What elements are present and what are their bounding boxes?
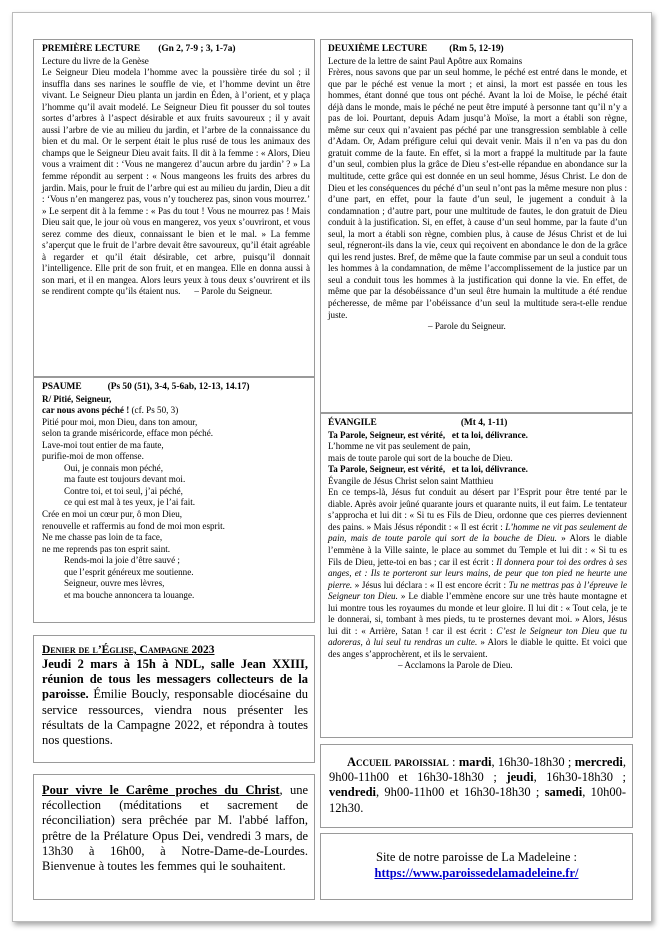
psalm-title: PSAUME <box>42 382 82 392</box>
psalm-line: Ne me chasse pas loin de ta face, <box>42 532 163 543</box>
denier-title: Denier de l’Église, Campagne 2023 <box>42 644 215 656</box>
second-reading-box <box>320 39 633 413</box>
first-reading-title: PREMIÈRE LECTURE <box>42 44 141 54</box>
careme-text: , une récollection (méditations et sacrement de réconciliation) sera prêchée par M. l'abbé laffon, prêtre de la Prélature Opus Dei, vendredi 3 mars, de 13h30 à 16h00, à Notre-Dame-de-Lourdes. Bienvenue à toutes les femmes qui le souhaitent. <box>42 783 308 874</box>
gospel-verse: mais de toute parole qui sort de la bouche de Dieu. <box>328 452 513 463</box>
careme-title: Pour vivre le Carême proches du Christ <box>42 783 280 797</box>
denier-text: Jeudi 2 mars à 15h à NDL, salle Jean XXIII, réunion de tous les messagers collecteurs de la paroisse. Émilie Boucly, responsable diocésaine du service ressources, viendra nous présenter les résultats de la Campagne 2022, et répondra à toutes nos questions. <box>42 657 308 748</box>
gospel-closing: – Acclamons la Parole de Dieu. <box>398 660 513 671</box>
site-box <box>320 833 633 900</box>
accueil-label: Accueil paroissial <box>347 755 449 769</box>
denier-box <box>33 635 315 763</box>
second-reading-source: Lecture de la lettre de saint Paul Apôtre aux Romains <box>328 55 523 66</box>
first-reading-ref: (Gn 2, 7-9 ; 3, 1-7a) <box>158 44 236 54</box>
psalm-line: que l’esprit généreux me soutienne. <box>64 566 194 577</box>
psalm-line: Crée en moi un cœur pur, ô mon Dieu, <box>42 509 183 520</box>
psalm-line: renouvelle et raffermis au fond de moi mon esprit. <box>42 520 225 531</box>
first-reading-text: Le Seigneur Dieu modela l’homme avec la poussière tirée du sol ; il insuffla dans ses narines le souffle de vie, et l’homme devint un être vivant. Le Seigneur Dieu planta un jardin en Éden, à l’orient, et y plaça l’homme qu’il avait modelé. Le Seigneur Dieu fit pousser du sol toutes sortes d’arbres à l’aspect désirable et aux fruits savoureux ; il y avait aussi l’arbre de vie au milieu du jardin, et l’arbre de la connaissance du bien et du mal. Or le serpent était le plus rusé de tous les animaux des champs que le Seigneur Dieu avait faits. Il dit à la femme : « Alors, Dieu vous a vraiment dit : ‘Vous ne mangerez d’aucun arbre du jardin’ ? » La femme répondit au serpent : « Nous mangeons les fruits des arbres du jardin. Mais, pour le fruit de l’arbre qui est au milieu du jardin, Dieu a dit : ‘Vous n’en mangerez pas, vous n’y toucherez pas, sinon vous mourrez.’ » Le serpent dit à la femme : « Pas du tout ! Vous ne mourrez pas ! Mais Dieu sait que, le jour où vous en mangerez, vos yeux s’ouvriront, et vous serez comme des dieux, connaissant le bien et le mal. » La femme s’aperçut que le fruit de l’arbre devait être savoureux, qu’il était agréable à regarder et qu’il était désirable, cet arbre, puisqu’il donnait l’intelligence. Elle prit de son fruit, et en mangea. Elle en donna aussi à son mari, et il en mangea. Alors leurs yeux à tous deux s’ouvrirent et ils se rendirent compte qu’ils étaient nus. – Parole du Seigneur. <box>42 67 310 297</box>
second-reading-text: Frères, nous savons que par un seul homme, le péché est entré dans le monde, et que par le péché est venue la mort ; et ainsi, la mort est passée en tous les hommes, étant donné que tous ont péché. Avant la loi de Moïse, le péché était déjà dans le monde, mais le péché ne peut être imputé à personne tant qu’il n’y a pas de loi. Pourtant, depuis Adam jusqu’à Moïse, la mort a établi son règne, même sur ceux qui n’avaient pas péché par une transgression semblable à celle d’Adam. Or, Adam préfigure celui qui devait venir. Mais il n’en va pas du don gratuit comme de la faute. En effet, si la mort a frappé la multitude par la faute d’un seul, combien plus la grâce de Dieu s’est-elle répandue en abondance sur la multitude, cette grâce qui est donnée en un seul homme, Jésus Christ. Le don de Dieu et les conséquences du péché d’un seul n’ont pas la même mesure non plus : d’une part, en effet, pour la faute d’un seul, le jugement a conduit à la condamnation ; d’autre part, pour une multitude de fautes, le don gratuit de Dieu conduit à la justification. Si, en effet, à cause d’un seul homme, par la faute d’un seul, la mort a établi son règne, combien plus, à cause de Jésus Christ et de lui seul, régneront-ils dans la vie, ceux qui reçoivent en abondance le don de la grâce qui les rend justes. Bref, de même que la faute commise par un seul a conduit tous les hommes à la condamnation, de même l’accomplissement de la justice par un seul a conduit tous les hommes à la justification qui donne la vie. En effet, de même que par la désobéissance d’un seul être humain la multitude a été rendue pécheresse, de même par l’obéissance d’un seul la multitude sera-t-elle rendue juste. <box>328 67 628 320</box>
psalm-line: ne me reprends pas ton esprit saint. <box>42 543 171 554</box>
psalm-line: Contre toi, et toi seul, j’ai péché, <box>64 485 183 496</box>
psalm-refrain-ref: (cf. Ps 50, 3) <box>131 405 179 416</box>
careme-box <box>33 774 315 900</box>
second-reading-closing: – Parole du Seigneur. <box>428 321 506 332</box>
psalm-box <box>33 377 315 623</box>
bulletin-page <box>12 12 652 922</box>
gospel-ref: (Mt 4, 1-11) <box>460 418 508 428</box>
gospel-text: En ce temps-là, Jésus fut conduit au désert par l’Esprit pour être tenté par le diable. Après avoir jeûné quarante jours et quarante nuits, il eut faim. Le tentateur s’approcha et lui dit : « Si tu es Fils de Dieu, ordonne que ces pierres deviennent des pains. » Mais Jésus répondit : « Il est écrit : L’homme ne vit pas seulement de pain, mais de toute parole qui sort de la bouche de Dieu. » Alors le diable l’emmène à la Ville sainte, le place au sommet du Temple et lui dit : « Si tu es Fils de Dieu, jette-toi en bas ; car il est écrit : Il donnera pour toi des ordres à ses anges, et : Ils te porteront sur leurs mains, de peur que ton pied ne heurte une pierre. » Jésus lui déclara : « Il est encore écrit : Tu ne mettras pas à l’épreuve le Seigneur ton Dieu. » Le diable l’emmène encore sur une très haute montagne et lui montre tous les royaumes du monde et leur gloire. Il lui dit : « Tout cela, je te le donnerai, si, tombant à mes pieds, tu te prosternes devant moi. » Alors, Jésus lui dit : « Arrière, Satan ! car il est écrit : C’est le Seigneur ton Dieu que tu adoreras, à lui seul tu rendras un culte. » Alors le diable le quitte. Et voici que des anges s’approchèrent, et ils le servaient. <box>328 487 627 659</box>
psalm-refrain-2: car nous avons péché ! <box>42 405 130 416</box>
gospel-verse: L’homme ne vit pas seulement de pain, <box>328 441 471 452</box>
site-link[interactable]: https://www.paroissedelamadeleine.fr/ <box>374 865 579 880</box>
first-reading-source: Lecture du livre de la Genèse <box>42 55 149 66</box>
psalm-line: purifie-moi de mon offense. <box>42 451 144 462</box>
accueil-box: Accueil paroissial : mardi, 16h30-18h30 ; mercredi, 9h00-11h00 et 16h30-18h30 ; jeudi, 16h30-18h30 ; vendredi, 9h00-11h00 et 16h30-18h30 ; samedi, 10h00-12h30. <box>320 744 633 828</box>
second-reading-ref: (Rm 5, 12-19) <box>449 44 504 54</box>
gospel-box <box>320 413 633 738</box>
first-reading-box <box>33 39 315 377</box>
psalm-line: selon ta grande miséricorde, efface mon péché. <box>42 428 214 439</box>
psalm-line: Lave-moi tout entier de ma faute, <box>42 439 164 450</box>
psalm-line: ma faute est toujours devant moi. <box>64 474 186 485</box>
psalm-line: Pitié pour moi, mon Dieu, dans ton amour, <box>42 416 198 427</box>
psalm-line: Oui, je connais mon péché, <box>64 462 163 473</box>
gospel-title: ÉVANGILE <box>328 418 377 428</box>
psalm-line: Rends-moi la joie d’être sauvé ; <box>64 555 180 566</box>
gospel-acclamation-2: Ta Parole, Seigneur, est vérité, et ta loi, délivrance. <box>328 464 528 475</box>
psalm-ref: (Ps 50 (51), 3-4, 5-6ab, 12-13, 14.17) <box>107 382 250 392</box>
first-reading-closing: – Parole du Seigneur. <box>194 286 273 297</box>
psalm-line: ce qui est mal à tes yeux, je l’ai fait. <box>64 497 196 508</box>
psalm-line: et ma bouche annoncera ta louange. <box>64 589 195 600</box>
gospel-source: Évangile de Jésus Christ selon saint Matthieu <box>328 475 494 486</box>
psalm-refrain-1: R/ Pitié, Seigneur, <box>42 393 112 404</box>
second-reading-title: DEUXIÈME LECTURE <box>328 44 428 54</box>
gospel-acclamation: Ta Parole, Seigneur, est vérité, et ta loi, délivrance. <box>328 429 528 440</box>
psalm-line: Seigneur, ouvre mes lèvres, <box>64 578 165 589</box>
site-label: Site de notre paroisse de La Madeleine : <box>376 850 577 864</box>
